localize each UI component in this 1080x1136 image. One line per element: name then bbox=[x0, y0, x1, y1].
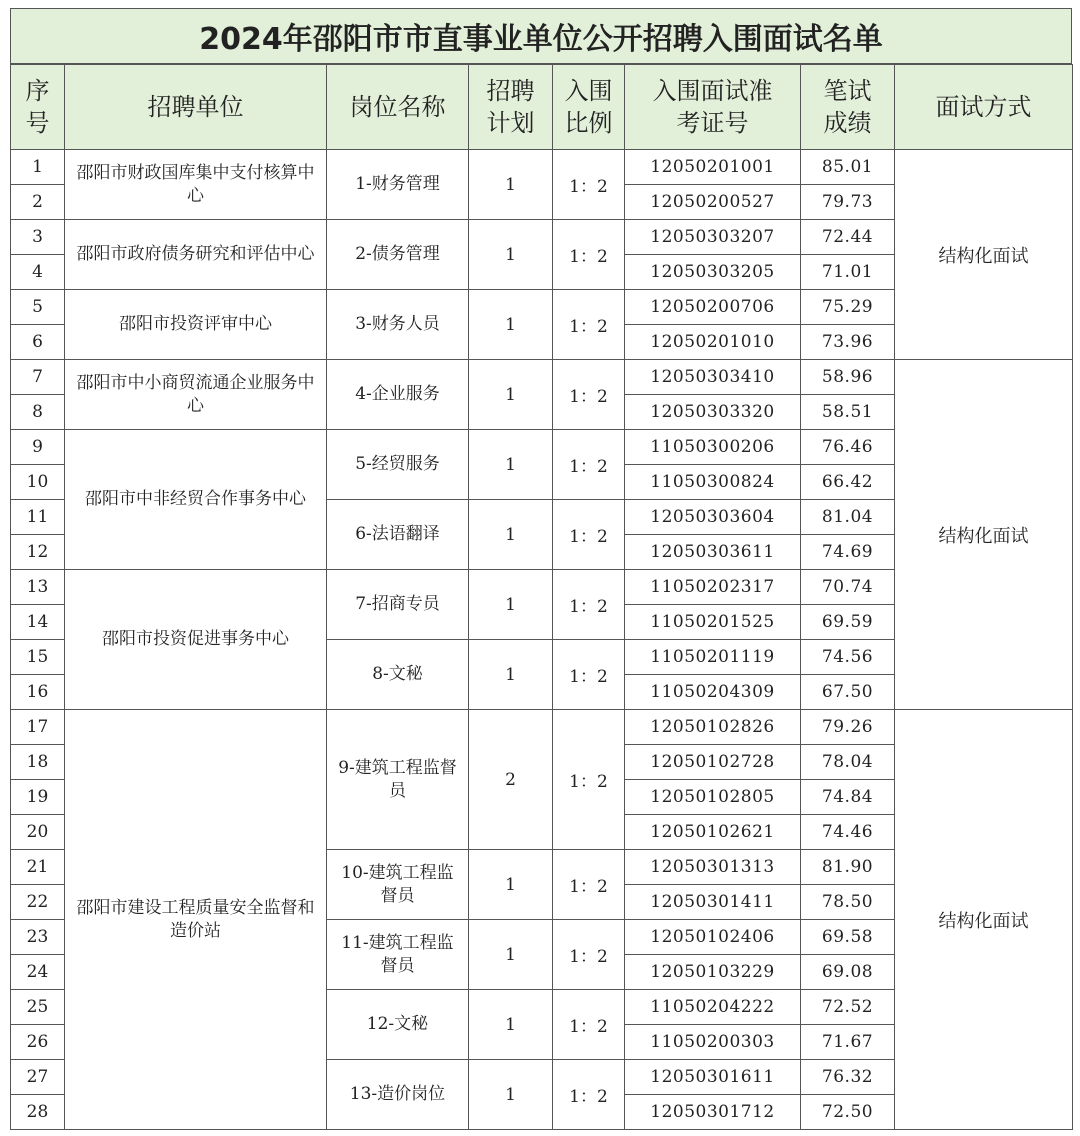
position-cell: 12-文秘 bbox=[327, 990, 469, 1060]
score-cell: 78.04 bbox=[801, 745, 895, 780]
exam-number-cell: 11050204309 bbox=[625, 675, 801, 710]
position-cell: 5-经贸服务 bbox=[327, 430, 469, 500]
score-cell: 66.42 bbox=[801, 465, 895, 500]
score-cell: 76.46 bbox=[801, 430, 895, 465]
table-row bbox=[11, 360, 1073, 395]
score-cell: 69.59 bbox=[801, 605, 895, 640]
plan-cell: 1 bbox=[469, 360, 553, 430]
score-cell: 74.69 bbox=[801, 535, 895, 570]
exam-number-cell: 12050303611 bbox=[625, 535, 801, 570]
plan-cell: 1 bbox=[469, 570, 553, 640]
exam-number-cell: 12050103229 bbox=[625, 955, 801, 990]
seq-cell: 24 bbox=[11, 955, 65, 990]
exam-number-cell: 11050201119 bbox=[625, 640, 801, 675]
ratio-cell: 1：2 bbox=[553, 220, 625, 290]
seq-cell: 26 bbox=[11, 1025, 65, 1060]
seq-cell: 13 bbox=[11, 570, 65, 605]
score-cell: 81.90 bbox=[801, 850, 895, 885]
seq-cell: 18 bbox=[11, 745, 65, 780]
header-unit: 招聘单位 bbox=[65, 65, 327, 150]
exam-number-cell: 12050303207 bbox=[625, 220, 801, 255]
header-score: 笔试 成绩 bbox=[801, 65, 895, 150]
unit-cell: 邵阳市投资评审中心 bbox=[65, 290, 327, 360]
header-row bbox=[11, 65, 1073, 150]
unit-cell: 邵阳市建设工程质量安全监督和造价站 bbox=[65, 710, 327, 1130]
header-ratio: 入围 比例 bbox=[553, 65, 625, 150]
position-cell: 1-财务管理 bbox=[327, 150, 469, 220]
ratio-cell: 1：2 bbox=[553, 1060, 625, 1130]
ratio-cell: 1：2 bbox=[553, 360, 625, 430]
method-cell: 结构化面试 bbox=[895, 360, 1073, 710]
score-cell: 79.26 bbox=[801, 710, 895, 745]
header-position: 岗位名称 bbox=[327, 65, 469, 150]
exam-number-cell: 12050303604 bbox=[625, 500, 801, 535]
ratio-cell: 1：2 bbox=[553, 640, 625, 710]
seq-cell: 27 bbox=[11, 1060, 65, 1095]
position-cell: 4-企业服务 bbox=[327, 360, 469, 430]
score-cell: 72.52 bbox=[801, 990, 895, 1025]
ratio-cell: 1：2 bbox=[553, 850, 625, 920]
ratio-cell: 1：2 bbox=[553, 990, 625, 1060]
candidate-table bbox=[10, 64, 1073, 1130]
position-cell: 7-招商专员 bbox=[327, 570, 469, 640]
exam-number-cell: 12050301411 bbox=[625, 885, 801, 920]
score-cell: 74.46 bbox=[801, 815, 895, 850]
exam-number-cell: 12050102406 bbox=[625, 920, 801, 955]
seq-cell: 15 bbox=[11, 640, 65, 675]
header-plan: 招聘 计划 bbox=[469, 65, 553, 150]
score-cell: 58.96 bbox=[801, 360, 895, 395]
exam-number-cell: 11050300824 bbox=[625, 465, 801, 500]
score-cell: 71.67 bbox=[801, 1025, 895, 1060]
ratio-cell: 1：2 bbox=[553, 150, 625, 220]
score-cell: 58.51 bbox=[801, 395, 895, 430]
seq-cell: 12 bbox=[11, 535, 65, 570]
seq-cell: 17 bbox=[11, 710, 65, 745]
exam-number-cell: 12050201010 bbox=[625, 325, 801, 360]
position-cell: 8-文秘 bbox=[327, 640, 469, 710]
ratio-cell: 1：2 bbox=[553, 290, 625, 360]
plan-cell: 1 bbox=[469, 290, 553, 360]
score-cell: 74.84 bbox=[801, 780, 895, 815]
header-exam-no: 入围面试准 考证号 bbox=[625, 65, 801, 150]
seq-cell: 11 bbox=[11, 500, 65, 535]
ratio-cell: 1：2 bbox=[553, 710, 625, 850]
position-cell: 13-造价岗位 bbox=[327, 1060, 469, 1130]
score-cell: 73.96 bbox=[801, 325, 895, 360]
header-seq: 序 号 bbox=[11, 65, 65, 150]
plan-cell: 1 bbox=[469, 1060, 553, 1130]
ratio-cell: 1：2 bbox=[553, 570, 625, 640]
plan-cell: 1 bbox=[469, 150, 553, 220]
score-cell: 81.04 bbox=[801, 500, 895, 535]
plan-cell: 1 bbox=[469, 640, 553, 710]
score-cell: 79.73 bbox=[801, 185, 895, 220]
score-cell: 71.01 bbox=[801, 255, 895, 290]
plan-cell: 1 bbox=[469, 220, 553, 290]
seq-cell: 22 bbox=[11, 885, 65, 920]
seq-cell: 19 bbox=[11, 780, 65, 815]
plan-cell: 1 bbox=[469, 920, 553, 990]
score-cell: 69.08 bbox=[801, 955, 895, 990]
score-cell: 72.44 bbox=[801, 220, 895, 255]
score-cell: 78.50 bbox=[801, 885, 895, 920]
ratio-cell: 1：2 bbox=[553, 920, 625, 990]
position-cell: 11-建筑工程监督员 bbox=[327, 920, 469, 990]
exam-number-cell: 12050303410 bbox=[625, 360, 801, 395]
seq-cell: 16 bbox=[11, 675, 65, 710]
plan-cell: 1 bbox=[469, 500, 553, 570]
seq-cell: 21 bbox=[11, 850, 65, 885]
page-title: 2024年邵阳市市直事业单位公开招聘入围面试名单 bbox=[10, 8, 1072, 64]
table-body bbox=[11, 150, 1073, 1130]
exam-number-cell: 12050200527 bbox=[625, 185, 801, 220]
seq-cell: 23 bbox=[11, 920, 65, 955]
exam-number-cell: 11050204222 bbox=[625, 990, 801, 1025]
exam-number-cell: 11050202317 bbox=[625, 570, 801, 605]
seq-cell: 3 bbox=[11, 220, 65, 255]
position-cell: 2-债务管理 bbox=[327, 220, 469, 290]
seq-cell: 1 bbox=[11, 150, 65, 185]
position-cell: 9-建筑工程监督员 bbox=[327, 710, 469, 850]
exam-number-cell: 11050300206 bbox=[625, 430, 801, 465]
header-method: 面试方式 bbox=[895, 65, 1073, 150]
exam-number-cell: 12050102826 bbox=[625, 710, 801, 745]
exam-number-cell: 11050200303 bbox=[625, 1025, 801, 1060]
position-cell: 3-财务人员 bbox=[327, 290, 469, 360]
score-cell: 85.01 bbox=[801, 150, 895, 185]
score-cell: 67.50 bbox=[801, 675, 895, 710]
exam-number-cell: 12050102728 bbox=[625, 745, 801, 780]
score-cell: 70.74 bbox=[801, 570, 895, 605]
seq-cell: 14 bbox=[11, 605, 65, 640]
seq-cell: 2 bbox=[11, 185, 65, 220]
position-cell: 6-法语翻译 bbox=[327, 500, 469, 570]
unit-cell: 邵阳市中小商贸流通企业服务中心 bbox=[65, 360, 327, 430]
method-cell: 结构化面试 bbox=[895, 710, 1073, 1130]
seq-cell: 7 bbox=[11, 360, 65, 395]
table-row bbox=[11, 150, 1073, 185]
method-cell: 结构化面试 bbox=[895, 150, 1073, 360]
seq-cell: 20 bbox=[11, 815, 65, 850]
exam-number-cell: 12050301611 bbox=[625, 1060, 801, 1095]
seq-cell: 25 bbox=[11, 990, 65, 1025]
exam-number-cell: 12050301712 bbox=[625, 1095, 801, 1130]
exam-number-cell: 12050102805 bbox=[625, 780, 801, 815]
plan-cell: 1 bbox=[469, 990, 553, 1060]
exam-number-cell: 12050201001 bbox=[625, 150, 801, 185]
score-cell: 74.56 bbox=[801, 640, 895, 675]
unit-cell: 邵阳市投资促进事务中心 bbox=[65, 570, 327, 710]
exam-number-cell: 12050303320 bbox=[625, 395, 801, 430]
exam-number-cell: 12050102621 bbox=[625, 815, 801, 850]
seq-cell: 4 bbox=[11, 255, 65, 290]
seq-cell: 9 bbox=[11, 430, 65, 465]
seq-cell: 5 bbox=[11, 290, 65, 325]
seq-cell: 6 bbox=[11, 325, 65, 360]
unit-cell: 邵阳市政府债务研究和评估中心 bbox=[65, 220, 327, 290]
plan-cell: 1 bbox=[469, 850, 553, 920]
position-cell: 10-建筑工程监督员 bbox=[327, 850, 469, 920]
exam-number-cell: 12050303205 bbox=[625, 255, 801, 290]
unit-cell: 邵阳市财政国库集中支付核算中心 bbox=[65, 150, 327, 220]
score-cell: 69.58 bbox=[801, 920, 895, 955]
seq-cell: 28 bbox=[11, 1095, 65, 1130]
plan-cell: 2 bbox=[469, 710, 553, 850]
score-cell: 75.29 bbox=[801, 290, 895, 325]
ratio-cell: 1：2 bbox=[553, 500, 625, 570]
score-cell: 76.32 bbox=[801, 1060, 895, 1095]
plan-cell: 1 bbox=[469, 430, 553, 500]
exam-number-cell: 12050301313 bbox=[625, 850, 801, 885]
unit-cell: 邵阳市中非经贸合作事务中心 bbox=[65, 430, 327, 570]
seq-cell: 8 bbox=[11, 395, 65, 430]
ratio-cell: 1：2 bbox=[553, 430, 625, 500]
score-cell: 72.50 bbox=[801, 1095, 895, 1130]
seq-cell: 10 bbox=[11, 465, 65, 500]
exam-number-cell: 11050201525 bbox=[625, 605, 801, 640]
exam-number-cell: 12050200706 bbox=[625, 290, 801, 325]
interview-list-sheet bbox=[10, 8, 1072, 1130]
table-row bbox=[11, 710, 1073, 745]
